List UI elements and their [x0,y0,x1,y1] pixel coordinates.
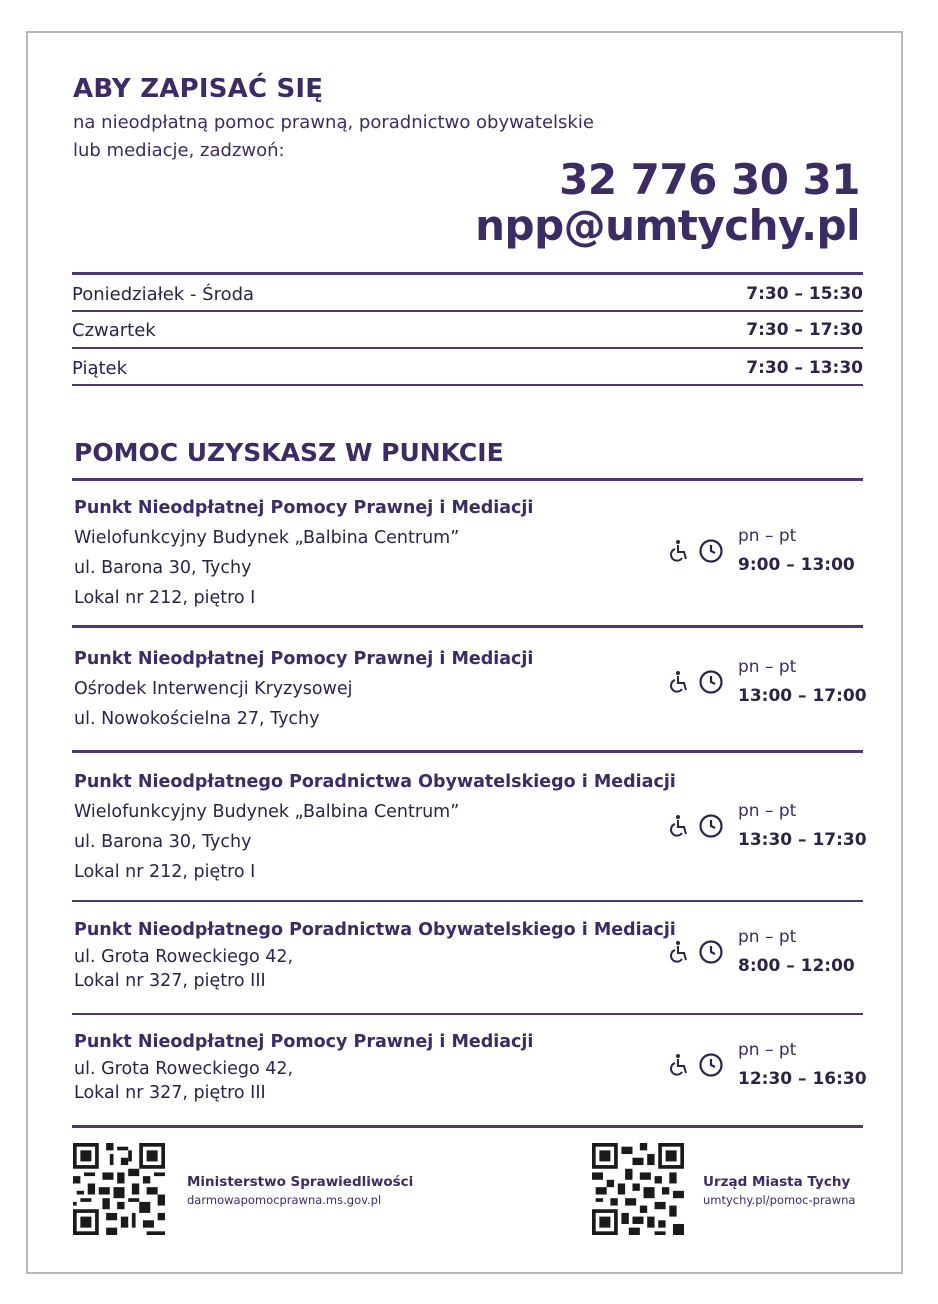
email-address[interactable]: npp@umtychy.pl [475,201,860,250]
point-address-line: ul. Nowokościelna 27, Tychy [74,709,320,729]
point-title: Punkt Nieodpłatnego Poradnictwa Obywatelskiego i Mediacji [74,772,676,792]
clock-icon [698,813,724,839]
wheelchair-icon [666,669,692,695]
signup-heading: ABY ZAPISAĆ SIĘ [73,74,324,104]
point-title: Punkt Nieodpłatnego Poradnictwa Obywatelskiego i Mediacji [74,920,676,940]
divider [72,625,863,628]
schedule-hours: 13:00 – 17:00 [738,686,867,706]
point-title: Punkt Nieodpłatnej Pomocy Prawnej i Mediacji [74,1032,534,1052]
schedule-hours: 13:30 – 17:30 [738,830,867,850]
divider [72,384,863,386]
schedule-text [738,1036,867,1094]
point-address-line: ul. Barona 30, Tychy [74,832,252,852]
divider [72,478,863,481]
point-address-line: Wielofunkcyjny Budynek „Balbina Centrum” [74,528,460,548]
point-title: Punkt Nieodpłatnej Pomocy Prawnej i Mediacji [74,649,534,669]
point-address-line: Lokal nr 327, piętro III [74,971,266,991]
schedule-hours: 8:00 – 12:00 [738,956,855,976]
schedule-text [738,923,855,981]
schedule-days: pn – pt [738,657,797,677]
point-address-line: ul. Grota Roweckiego 42, [74,947,294,967]
schedule-days: pn – pt [738,927,797,947]
divider [72,347,863,349]
hours-time: 7:30 – 17:30 [746,320,863,340]
point-address-line: ul. Barona 30, Tychy [74,558,252,578]
divider [72,750,863,753]
schedule-text [738,653,867,711]
point-schedule [666,653,867,711]
schedule-days: pn – pt [738,801,797,821]
hours-day: Poniedziałek - Środa [72,283,255,305]
divider [72,1013,863,1015]
clock-icon [698,1052,724,1078]
hours-time: 7:30 – 15:30 [746,284,863,304]
hours-day: Czwartek [72,319,156,341]
footer-org: Ministerstwo Sprawiedliwości [187,1174,414,1190]
phone-number[interactable]: 32 776 30 31 [559,155,860,204]
qr-code-city[interactable] [592,1143,684,1235]
point-address-line: Lokal nr 212, piętro I [74,862,256,882]
schedule-hours: 9:00 – 13:00 [738,555,855,575]
hours-row [72,312,863,348]
footer-url[interactable]: darmowapomocprawna.ms.gov.pl [187,1193,382,1207]
point-address-line: Lokal nr 212, piętro I [74,588,256,608]
point-address-line: ul. Grota Roweckiego 42, [74,1059,294,1079]
schedule-text [738,522,855,580]
intro-line: lub mediacje, zadzwoń: [73,140,285,161]
clock-icon [698,669,724,695]
wheelchair-icon [666,538,692,564]
point-schedule [666,797,867,855]
point-address-line: Wielofunkcyjny Budynek „Balbina Centrum” [74,802,460,822]
schedule-hours: 12:30 – 16:30 [738,1069,867,1089]
point-schedule [666,522,855,580]
point-title: Punkt Nieodpłatnej Pomocy Prawnej i Mediacji [74,498,534,518]
clock-icon [698,538,724,564]
footer-ministry-label [187,1173,413,1209]
point-schedule [666,923,855,981]
point-schedule [666,1036,867,1094]
clock-icon [698,939,724,965]
points-heading: POMOC UZYSKASZ W PUNKCIE [74,438,504,467]
hours-time: 7:30 – 13:30 [746,358,863,378]
footer-url[interactable]: umtychy.pl/pomoc-prawna [703,1193,856,1207]
hours-day: Piątek [72,357,128,379]
schedule-text [738,797,867,855]
point-address-line: Ośrodek Interwencji Kryzysowej [74,679,353,699]
divider [72,1125,863,1128]
point-address-line: Lokal nr 327, piętro III [74,1083,266,1103]
hours-row [72,276,863,312]
wheelchair-icon [666,939,692,965]
schedule-days: pn – pt [738,1040,797,1060]
wheelchair-icon [666,1052,692,1078]
hours-row [72,350,863,386]
divider [72,900,863,902]
divider [72,272,863,275]
intro-line: na nieodpłatną pomoc prawną, poradnictwo obywatelskie [73,112,594,133]
schedule-days: pn – pt [738,526,797,546]
wheelchair-icon [666,813,692,839]
qr-code-ministry[interactable] [73,1143,165,1235]
footer-org: Urząd Miasta Tychy [703,1174,851,1190]
footer-city-label [703,1173,855,1209]
